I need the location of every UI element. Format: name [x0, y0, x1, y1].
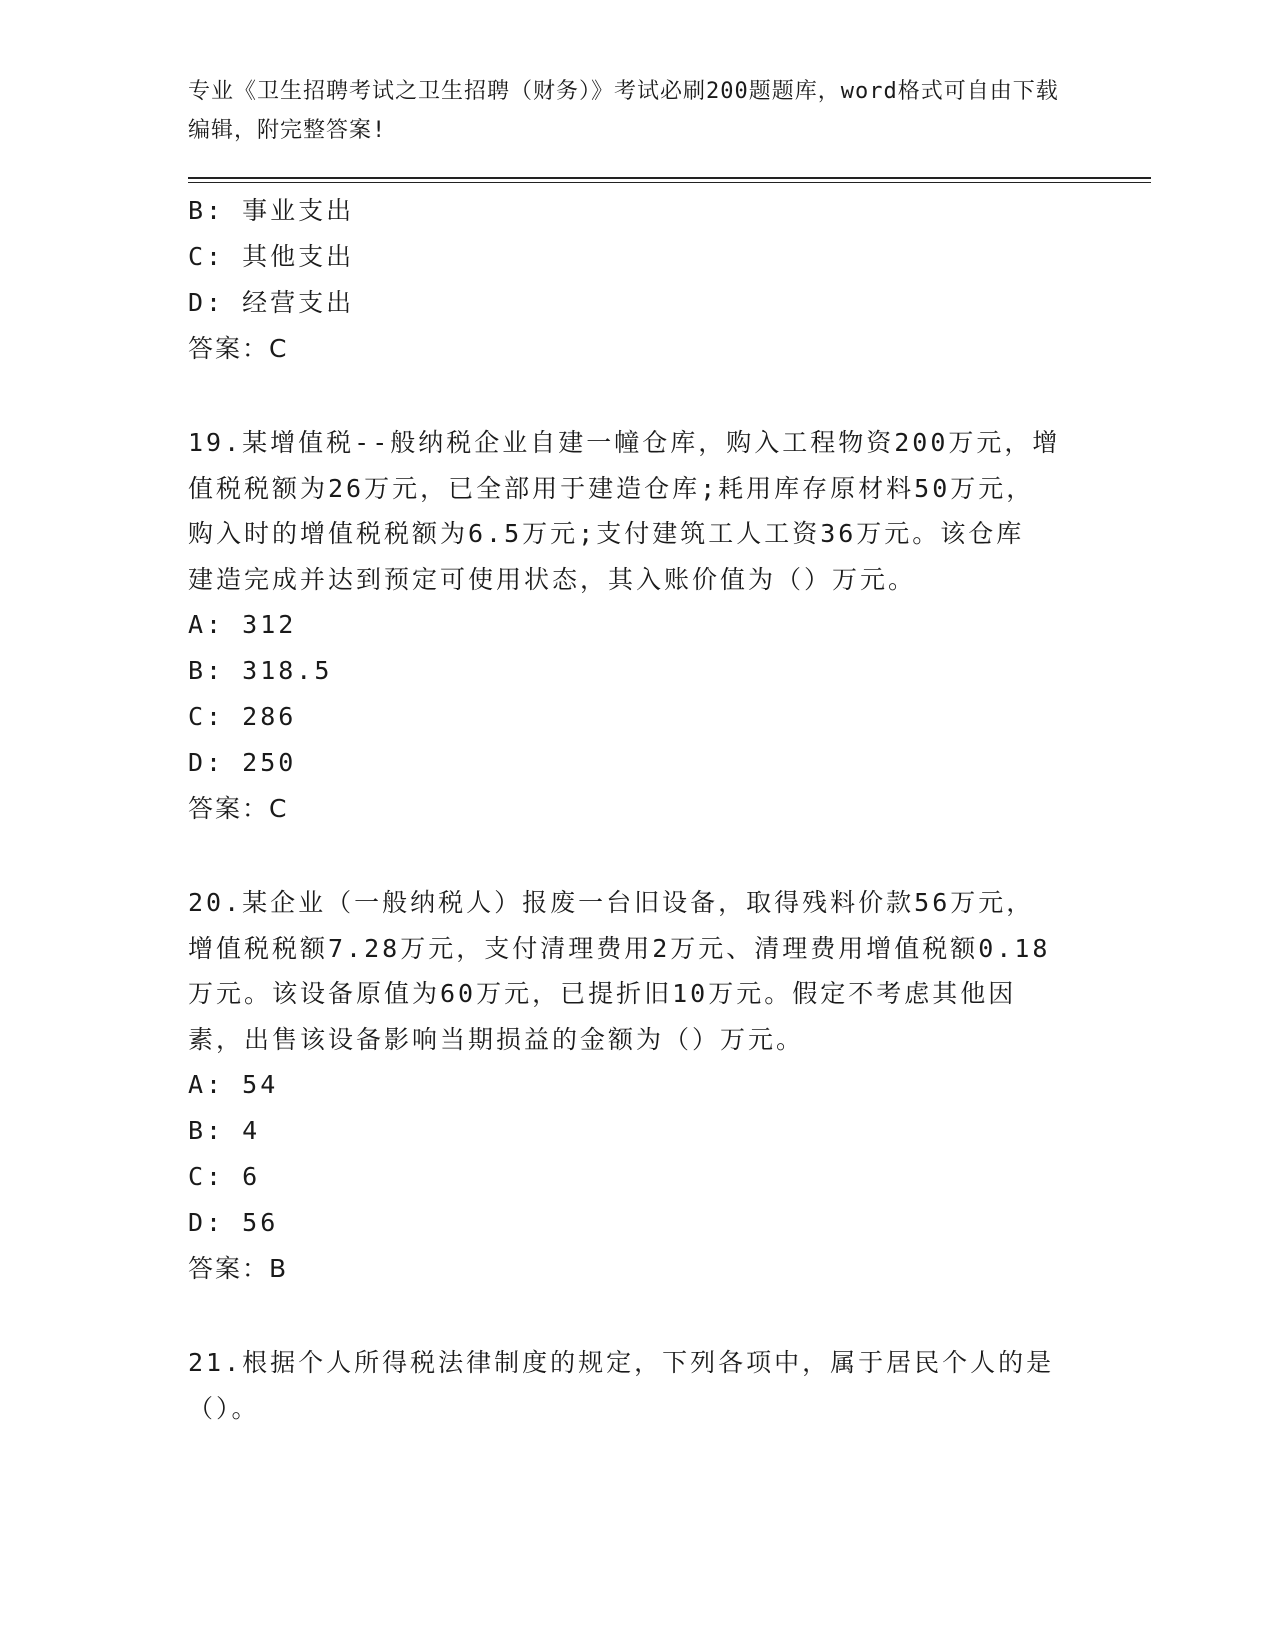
question-text: 21.根据个人所得税法律制度的规定，下列各项中，属于居民个人的是 （）。: [188, 1348, 1055, 1423]
option-d: D: 经营支出: [188, 288, 355, 317]
answer-line: 答案：B: [188, 1254, 289, 1283]
answer-line: 答案：C: [188, 334, 289, 363]
option-d: D: 250: [188, 748, 297, 777]
question-20: [188, 880, 1088, 1292]
spacer: [188, 1292, 1088, 1340]
document-header: 专业《卫生招聘考试之卫生招聘（财务）》考试必刷200题题库，word格式可自由下载编辑，附完整答案!: [188, 79, 1059, 143]
header-divider-thick: [188, 177, 1151, 179]
answer-line: 答案：C: [188, 794, 289, 823]
question-19: [188, 420, 1088, 832]
question-18-tail: [188, 188, 1088, 372]
spacer: [188, 372, 1088, 420]
option-c: C: 286: [188, 702, 297, 731]
option-b: B: 4: [188, 1116, 261, 1145]
document-body: [188, 188, 1088, 1431]
option-c: C: 其他支出: [188, 242, 355, 271]
question-text: 19.某增值税--般纳税企业自建一幢仓库，购入工程物资200万元，增 值税税额为26万元，已全部用于建造仓库;耗用库存原材料50万元， 购入时的增值税税额为6.5万元;支付建筑工人工资36万元。该仓库 建造完成并达到预定可使用状态，其入账价值为（）万元。: [188, 428, 1061, 594]
option-d: D: 56: [188, 1208, 279, 1237]
question-text: 20.某企业（一般纳税人）报废一台旧设备，取得残料价款56万元， 增值税税额7.28万元，支付清理费用2万元、清理费用增值税额0.18 万元。该设备原值为60万元，已提折旧10万元。假定不考虑其他因 素，出售该设备影响当期损益的金额为（）万元。: [188, 888, 1051, 1054]
option-a: A: 54: [188, 1070, 279, 1099]
option-b: B: 事业支出: [188, 196, 355, 225]
option-b: B: 318.5: [188, 656, 333, 685]
option-a: A: 312: [188, 610, 297, 639]
question-21: [188, 1340, 1088, 1431]
spacer: [188, 832, 1088, 880]
header-divider-thin: [188, 182, 1151, 183]
option-c: C: 6: [188, 1162, 261, 1191]
